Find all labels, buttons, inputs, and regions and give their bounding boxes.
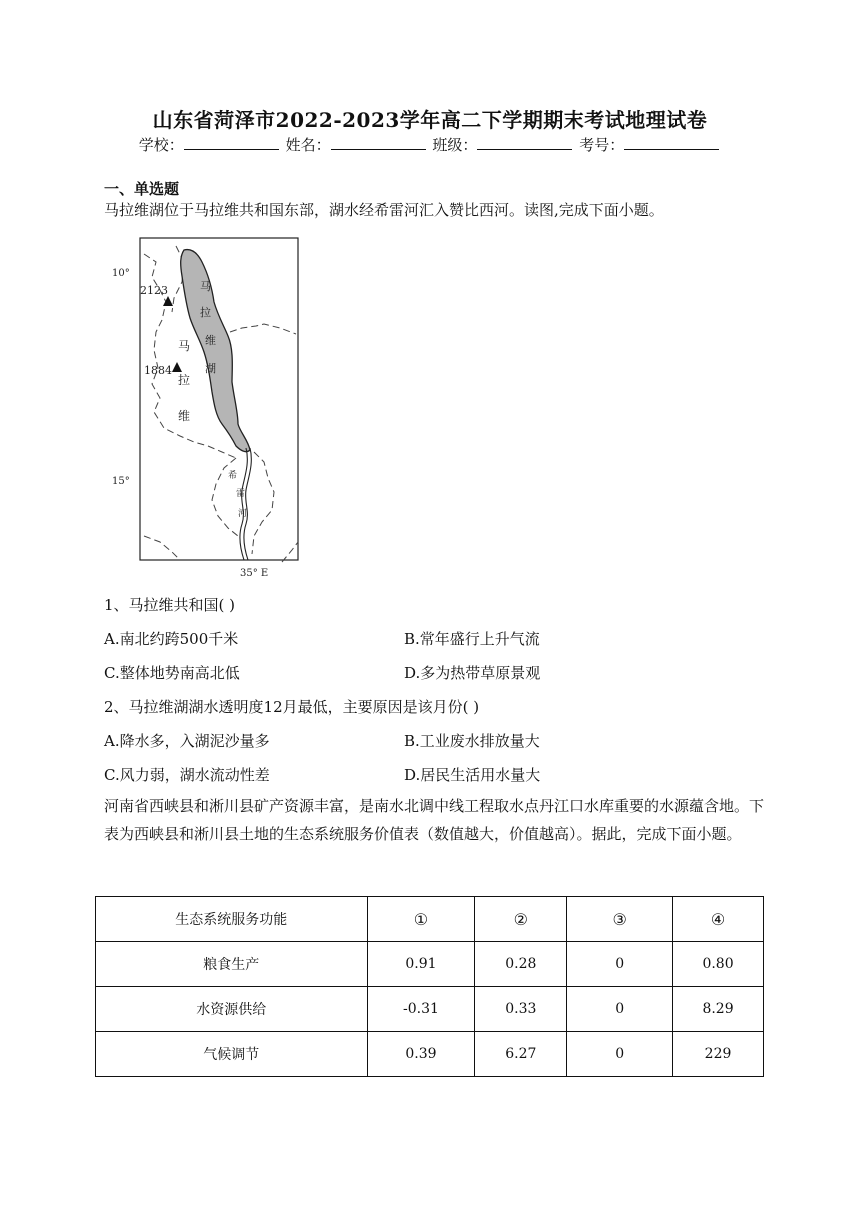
river-char-3: 河 (238, 509, 248, 519)
name-blank[interactable] (331, 137, 426, 150)
section-heading: 一、单选题 (104, 180, 180, 198)
river-char-2: 雷 (236, 489, 246, 499)
lake-char-1: 马 (200, 280, 211, 293)
country-char-2: 拉 (178, 373, 191, 387)
lon-label: 35° E (240, 568, 269, 579)
peak-label-2123: 2123 (140, 284, 168, 297)
school-label: 学校： (138, 136, 184, 154)
table-header-cell: ② (475, 897, 567, 942)
table-cell: 0 (567, 942, 673, 987)
table-header-cell: ④ (673, 897, 764, 942)
eastern-border-upper (230, 324, 296, 334)
lake-char-2: 拉 (200, 306, 211, 319)
q2-option-b[interactable]: B.工业废水排放量大 (404, 732, 540, 750)
exam-title: 山东省菏泽市2022-2023学年高二下学期期末考试地理试卷 (152, 108, 708, 132)
table-header-cell: ③ (567, 897, 673, 942)
table-cell: 8.29 (673, 987, 764, 1032)
country-char-3: 维 (178, 409, 191, 423)
exam-number-blank[interactable] (624, 137, 719, 150)
table-header-cell: 生态系统服务功能 (96, 897, 368, 942)
malawi-map (104, 232, 304, 584)
eastern-border-lower (252, 452, 274, 554)
peak-marker-1884 (172, 362, 182, 372)
peak-marker-2123 (163, 296, 173, 306)
table-cell: 气候调节 (96, 1032, 368, 1077)
q1-option-c[interactable]: C.整体地势南高北低 (104, 664, 240, 682)
name-label: 姓名： (285, 136, 331, 154)
table-cell: 0.80 (673, 942, 764, 987)
table-cell: 0.33 (475, 987, 567, 1032)
class-label: 班级： (432, 136, 478, 154)
peak-label-1884: 1884 (144, 364, 172, 377)
intro-paragraph-1: 马拉维湖位于马拉维共和国东部，湖水经希雷河汇入赞比西河。读图,完成下面小题。 (104, 201, 664, 219)
table-row (96, 987, 764, 1032)
table-cell: 0 (567, 1032, 673, 1077)
table-cell: -0.31 (367, 987, 475, 1032)
question-2-stem: 2、马拉维湖湖水透明度12月最低，主要原因是该月份( ) (104, 698, 480, 716)
table-row (96, 942, 764, 987)
table-cell: 0 (567, 987, 673, 1032)
southwest-border (144, 536, 178, 558)
lat-label-bottom: 15° (112, 476, 130, 487)
lake-char-4: 湖 (205, 362, 216, 375)
table-cell: 0.28 (475, 942, 567, 987)
table-cell: 0.39 (367, 1032, 475, 1077)
q2-option-a[interactable]: A.降水多，入湖泥沙量多 (104, 732, 270, 750)
q1-option-b[interactable]: B.常年盛行上升气流 (404, 630, 540, 648)
table-header-row (96, 897, 764, 942)
country-char-1: 马 (178, 339, 191, 353)
table-cell: 6.27 (475, 1032, 567, 1077)
intro-paragraph-2: 河南省西峡县和淅川县矿产资源丰富，是南水北调中线工程取水点丹江口水库重要的水源蕴含地。下表为西峡县和淅川县土地的生态系统服务价值表（数值越大，价值越高）。据此，完成下面小题。 (104, 797, 765, 843)
table-cell: 0.91 (367, 942, 475, 987)
exam-number-label: 考号： (579, 136, 625, 154)
student-info-line (0, 134, 860, 155)
class-blank[interactable] (477, 137, 572, 150)
lat-label-top: 10° (112, 268, 130, 279)
q1-option-a[interactable]: A.南北约跨500千米 (104, 630, 239, 648)
lake-char-3: 维 (205, 334, 216, 347)
table-row (96, 1032, 764, 1077)
q1-option-d[interactable]: D.多为热带草原景观 (404, 664, 541, 682)
table-cell: 水资源供给 (96, 987, 368, 1032)
table-header-cell: ① (367, 897, 475, 942)
ecosystem-service-table (95, 896, 764, 1077)
southeast-border (282, 542, 298, 562)
q2-option-c[interactable]: C.风力弱，湖水流动性差 (104, 766, 270, 784)
lake-malawi-shape (181, 250, 250, 452)
table-cell: 粮食生产 (96, 942, 368, 987)
q2-option-d[interactable]: D.居民生活用水量大 (404, 766, 541, 784)
river-char-1: 希 (228, 471, 238, 481)
school-blank[interactable] (184, 137, 279, 150)
table-cell: 229 (673, 1032, 764, 1077)
southern-border (212, 458, 238, 536)
question-1-stem: 1、马拉维共和国( ) (104, 596, 236, 614)
